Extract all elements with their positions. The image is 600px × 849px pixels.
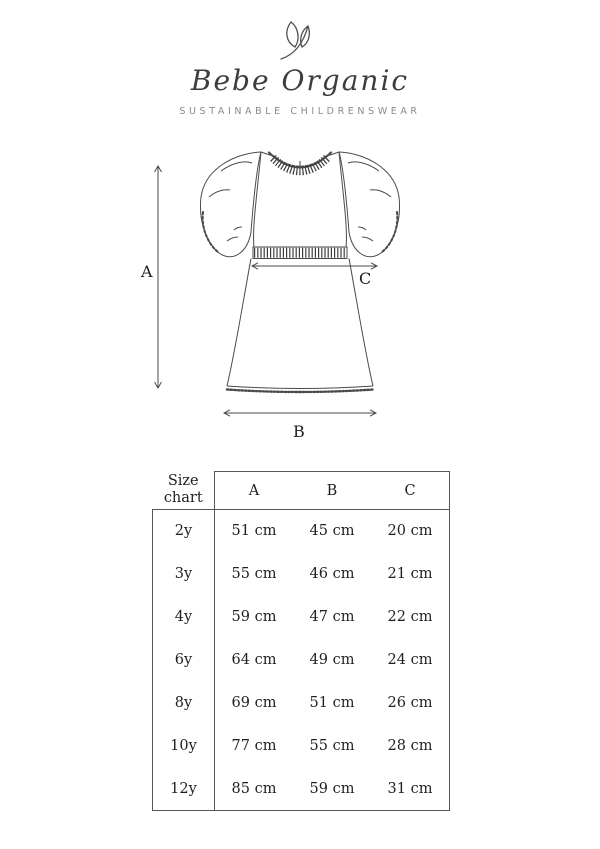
value-b: 45 cm	[309, 523, 355, 540]
value-b: 51 cm	[309, 695, 355, 711]
value-a: 51 cm	[231, 523, 277, 540]
table-row	[153, 553, 450, 596]
size-label: 6y	[153, 639, 215, 682]
brand-name: Bebe Organic	[190, 64, 410, 97]
value-c: 21 cm	[371, 553, 450, 596]
column-header-c: C	[371, 472, 450, 510]
table-row	[153, 725, 450, 768]
value-c: 26 cm	[371, 682, 450, 725]
value-b: 55 cm	[309, 738, 355, 754]
table-row	[153, 682, 450, 725]
table-header-row	[153, 472, 450, 510]
value-c: 28 cm	[371, 725, 450, 768]
value-c: 31 cm	[371, 768, 450, 811]
dress-skirt	[227, 259, 373, 393]
corner-header-cell: Size chart	[153, 472, 215, 510]
brand-header	[0, 14, 600, 117]
value-b: 59 cm	[293, 768, 371, 811]
table-row	[153, 596, 450, 639]
value-c: 20 cm	[371, 510, 450, 553]
size-label: 2y	[153, 510, 215, 553]
leaf-sprig-icon	[273, 14, 327, 62]
value-a: 85 cm	[215, 768, 294, 811]
value-a: 77 cm	[231, 738, 277, 754]
table-row	[153, 639, 450, 682]
column-header-a: A	[215, 472, 294, 510]
diagram-label-c: C	[359, 269, 372, 288]
size-label: 12y	[153, 768, 215, 811]
size-label: 8y	[153, 682, 215, 725]
value-a: 64 cm	[231, 652, 277, 668]
size-chart-section	[152, 471, 450, 811]
column-header-b: B	[293, 472, 371, 510]
value-b: 49 cm	[309, 652, 355, 668]
value-c: 24 cm	[371, 639, 450, 682]
dress-waistband	[253, 247, 347, 259]
value-a: 55 cm	[231, 566, 277, 582]
table-row	[153, 768, 450, 811]
diagram-label-b: B	[293, 422, 305, 441]
size-chart-table	[152, 471, 450, 811]
value-b: 46 cm	[309, 566, 355, 582]
size-label: 3y	[153, 553, 215, 596]
size-label: 10y	[153, 725, 215, 768]
brand-tagline: SUSTAINABLE CHILDRENSWEAR	[179, 106, 421, 117]
size-label: 4y	[153, 596, 215, 639]
value-c: 22 cm	[371, 596, 450, 639]
value-a: 59 cm	[231, 609, 277, 625]
value-b: 47 cm	[309, 609, 355, 625]
dress-measurement-diagram	[130, 140, 430, 450]
measurement-arrow-b	[224, 410, 376, 416]
measurement-arrow-a	[155, 166, 162, 388]
table-row	[153, 510, 450, 553]
diagram-label-a: A	[141, 262, 153, 281]
value-a: 69 cm	[231, 695, 277, 711]
